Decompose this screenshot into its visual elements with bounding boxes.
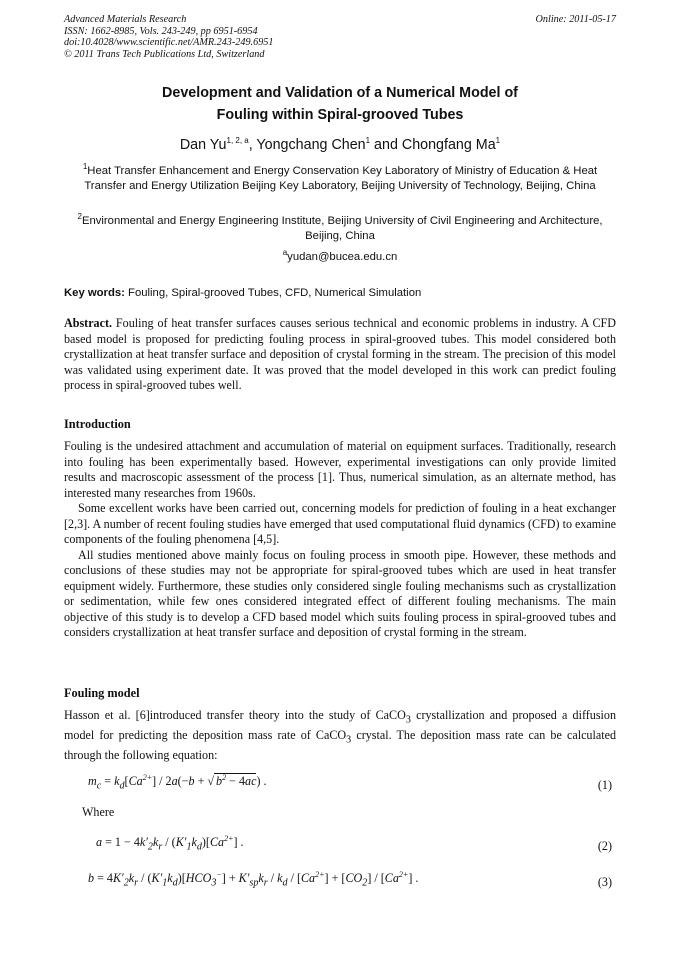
journal-header <box>64 14 616 60</box>
doi-line: doi:10.4028/www.scientific.net/AMR.243-249.6951 <box>64 37 274 49</box>
intro-paragraph-2: Some excellent works have been carried out, concerning models for prediction of fouling in a heat exchanger [2,3]. A number of recent fouling studies have emerged that used computational fluid dynamics (CFD) to examine components of the fouling phenomena [4,5]. <box>64 501 616 546</box>
author-3-affiliation: 1 <box>495 136 501 146</box>
where-label: Where <box>82 805 115 819</box>
affiliation-1-text: Heat Transfer Enhancement and Energy Conservation Key Laboratory of Ministry of Education & Heat Transfer and Energy Utilization Beijing Key Laboratory, Beijing University of Technology, Beijing, China <box>84 165 598 192</box>
abstract-label: Abstract. <box>64 316 113 330</box>
equation-2 <box>64 835 616 859</box>
abstract <box>64 316 616 394</box>
fouling-model-paragraph <box>64 708 616 763</box>
fouling-text-b: crystallization and proposed a diffusion model for predicting the deposition mass rate of CaCO <box>64 708 616 742</box>
fouling-text-c: crystal. The deposition mass rate can be calculated through the following equation: <box>64 727 616 762</box>
author-list <box>64 137 616 153</box>
affiliation-2-number: 2 <box>77 212 82 222</box>
title-line-2: Fouling within Spiral-grooved Tubes <box>216 107 464 123</box>
fouling-model-heading: Fouling model <box>64 686 140 700</box>
equation-3-formula: $b = 4K'_2k_r / (K'_1k_d)[HCO_3^-] + K'_{sp}k_r / k_d / [Ca^{2+}] + [CO_2] / [Ca^{2+}]$ . <box>88 869 419 889</box>
email-address: yudan@bucea.edu.cn <box>287 251 398 263</box>
journal-name: Advanced Materials Research <box>64 14 187 25</box>
author-2: , Yongchang Chen <box>248 137 366 153</box>
equation-1-formula: $m_c = k_d[Ca^{2+}] / 2a(-b$ + √ $b^2 - 4ac$) . <box>88 772 267 792</box>
equation-1 <box>64 774 616 798</box>
author-3: and Chongfang Ma <box>370 137 496 153</box>
fouling-text-a: Hasson et al. [6]introduced transfer theory into the study of CaCO <box>64 708 406 722</box>
abstract-text: Fouling of heat transfer surfaces causes serious technical and economic problems in industry. A CFD based model is proposed for predicting fouling process in spiral-grooved tubes. This model considered both crystallization at heat transfer surface and deposition of crystal forming in the stream. The precision of this model was validated using experiment date. It was proved that the model developed in this work can predict fouling process in spiral-grooved tubes well. <box>64 316 616 392</box>
equation-2-formula: $a = 1 - 4k'_2k_r / (K'_1k_d)[Ca^{2+}]$ . <box>96 833 244 853</box>
email-marker: a <box>282 248 288 258</box>
affiliation-1 <box>64 164 616 194</box>
keywords-text: Fouling, Spiral-grooved Tubes, CFD, Numerical Simulation <box>124 287 422 299</box>
keywords-label: Key words: <box>64 287 125 299</box>
copyright-line: © 2011 Trans Tech Publications Ltd, Switzerland <box>64 48 265 60</box>
intro-paragraph-1: Fouling is the undesired attachment and accumulation of material on equipment surfaces. Traditionally, research into fouling has been experimentally based. However, experimental investigations can only provide limited results and macroscopic assessment of the process [1]. Thus, numerical simulation, as an alternate method, has interested many researches from 1960s. <box>64 439 616 500</box>
equation-3-number: (3) <box>597 875 612 889</box>
intro-paragraph-3: All studies mentioned above mainly focus on fouling process in smooth pipe. However, these methods and conclusions of these studies may not be appropriate for spiral-grooved tubes which are used in heat transfer equipment widely. Furthermore, these studies only considered single fouling mechanisms such as crystallization or sedimentation, while few ones considered integrated effect of different fouling mechanisms. The main objective of this study is to develop a CFD based model which suits fouling process in spiral-grooved tubes and considers crystallization at heat transfer surface and deposition of crystal forming in the stream. <box>64 547 616 639</box>
equation-3 <box>64 871 616 895</box>
affiliation-2 <box>64 214 616 244</box>
introduction-heading: Introduction <box>64 417 131 431</box>
affiliation-1-number: 1 <box>82 162 88 172</box>
author-1: Dan Yu <box>179 137 227 153</box>
affiliation-2-text: Environmental and Energy Engineering Institute, Beijing University of Civil Engineering and Architecture, Beijing, China <box>81 215 603 242</box>
introduction-body <box>64 439 616 641</box>
paper-title <box>64 82 616 126</box>
title-line-1: Development and Validation of a Numerical Model of <box>162 85 518 101</box>
online-date: Online: 2011-05-17 <box>535 14 616 25</box>
equation-2-number: (2) <box>597 839 612 853</box>
subscript-3a: 3 <box>405 714 411 726</box>
equation-1-number: (1) <box>597 778 612 792</box>
subscript-3b: 3 <box>346 734 352 746</box>
corresponding-email <box>64 250 616 265</box>
author-1-affiliation: 1, 2, a <box>226 136 249 146</box>
author-2-affiliation: 1 <box>365 136 371 146</box>
issn-line: ISSN: 1662-8985, Vols. 243-249, pp 6951-6954 <box>64 25 258 37</box>
keywords <box>64 287 616 299</box>
